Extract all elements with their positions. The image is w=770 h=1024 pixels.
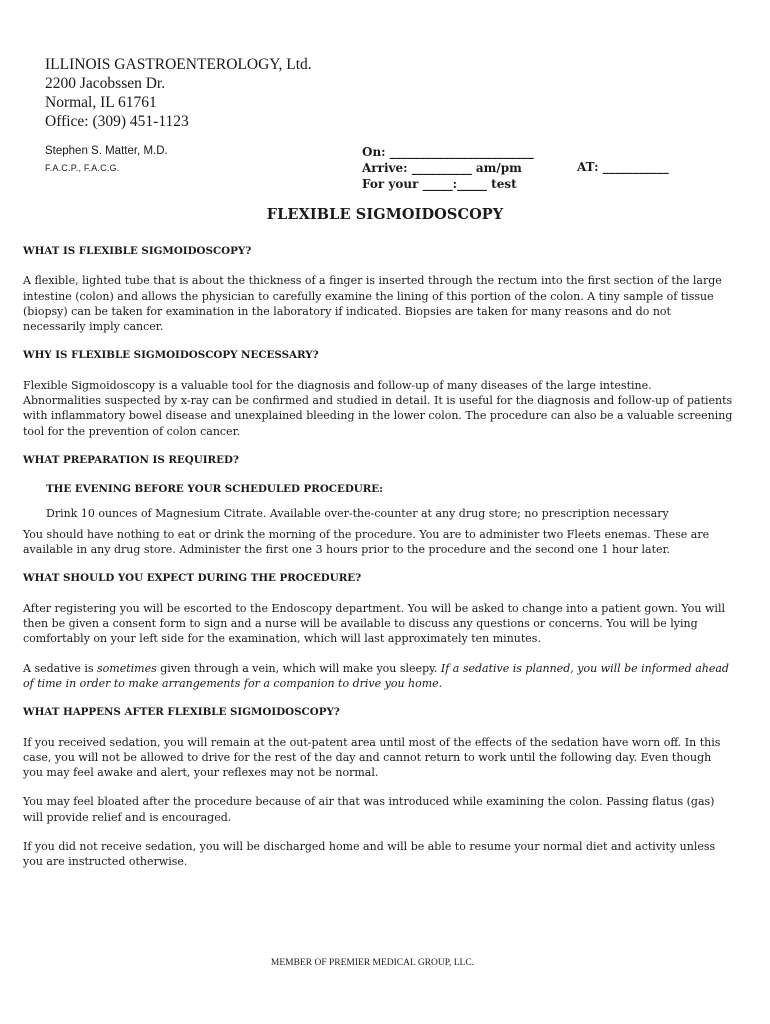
- appointment-block: [362, 144, 534, 192]
- sedative-paragraph: [23, 661, 733, 692]
- section-heading-what-is: WHAT IS FLEXIBLE SIGMOIDOSCOPY?: [23, 245, 252, 257]
- appointment-at-field: AT: ___________: [577, 160, 669, 174]
- appointment-test-field: For your _____:_____ test: [362, 177, 517, 191]
- subheading-evening-before: THE EVENING BEFORE YOUR SCHEDULED PROCEDURE:: [46, 483, 383, 496]
- section-body-why: Flexible Sigmoidoscopy is a valuable tool for the diagnosis and follow-up of many diseases of the large intestine. Abnormalities suspected by x-ray can be confirmed and studied in detail. It is useful for the diagnosis and follow-up of patients with inflammatory bowel disease and unexplained bleeding in the lower colon. The procedure can also be a valuable screening tool for the prevention of colon cancer.: [23, 378, 733, 438]
- section-heading-during: WHAT SHOULD YOU EXPECT DURING THE PROCEDURE?: [23, 572, 362, 585]
- city-state-zip: Normal, IL 61761: [45, 94, 157, 111]
- office-phone: Office: (309) 451-1123: [45, 113, 189, 130]
- document-title: FLEXIBLE SIGMOIDOSCOPY: [266, 206, 504, 223]
- doctor-credentials: F.A.C.P., F.A.C.G.: [45, 163, 120, 173]
- section-body-what-is: A flexible, lighted tube that is about the thickness of a finger is inserted through the rectum into the first section of the large intestine (colon) and allows the physician to carefully examine the lining of this portion of the colon. A tiny sample of tissue (biopsy) can be taken for examination in the laboratory if indicated. Biopsies are taken for many reasons and do not necessarily imply cancer.: [23, 274, 722, 334]
- letterhead: [45, 55, 312, 131]
- after-paragraph-bloating: You may feel bloated after the procedure because of air that was introduced while examining the colon. Passing flatus (gas) will provide relief and is encouraged.: [23, 795, 715, 824]
- sedative-text-start: A sedative is: [23, 661, 98, 675]
- doctor-block: [45, 145, 168, 173]
- section-heading-prep: WHAT PREPARATION IS REQUIRED?: [23, 453, 239, 466]
- appointment-on-field: On: ________________________: [362, 145, 534, 159]
- after-paragraph-no-sedation: If you did not receive sedation, you will be discharged home and will be able to resume your normal diet and activity unless you are instructed otherwise.: [23, 840, 716, 869]
- sedative-italic-note: If a sedative is planned, you will be informed ahead of time in order to make arrangements for a companion to drive you home.: [23, 661, 729, 690]
- after-paragraph-sedation: If you received sedation, you will remain at the out-patent area until most of the effects of the sedation have worn off. In this case, you will not be allowed to drive for the rest of the day and cannot return to work until the following day. Even though you may feel awake and alert, your reflexes may not be normal.: [23, 735, 721, 780]
- section-heading-why: WHY IS FLEXIBLE SIGMOIDOSCOPY NECESSARY?: [23, 349, 319, 362]
- evening-instructions: Drink 10 ounces of Magnesium Citrate. Available over-the-counter at any drug store; no prescription necessary: [46, 506, 669, 520]
- company-name: ILLINOIS GASTROENTEROLOGY, Ltd.: [45, 56, 312, 73]
- doctor-name: Stephen S. Matter, M.D.: [45, 145, 168, 157]
- sedative-emphasis: sometimes: [97, 661, 157, 675]
- street-address: 2200 Jacobssen Dr.: [45, 75, 166, 92]
- section-body-during: After registering you will be escorted to the Endoscopy department. You will be asked to change into a patient gown. You will then be given a consent form to sign and a nurse will be available to discuss any questions or concerns. You will be lying comfortably on your left side for the examination, which will last approximately ten minutes.: [23, 601, 725, 646]
- morning-instructions: You should have nothing to eat or drink the morning of the procedure. You are to administer two Fleets enemas. These are available in any drug store. Administer the first one 3 hours prior to the procedure and the second one 1 hour later.: [23, 527, 710, 557]
- sedative-text-middle: given through a vein, which will make you sleepy.: [156, 661, 441, 675]
- document-body: [23, 244, 733, 884]
- appointment-arrive-field: Arrive: __________ am/pm: [362, 161, 522, 175]
- section-heading-after: WHAT HAPPENS AFTER FLEXIBLE SIGMOIDOSCOPY?: [23, 706, 340, 719]
- footer-note: MEMBER OF PREMIER MEDICAL GROUP, LLC.: [270, 958, 475, 968]
